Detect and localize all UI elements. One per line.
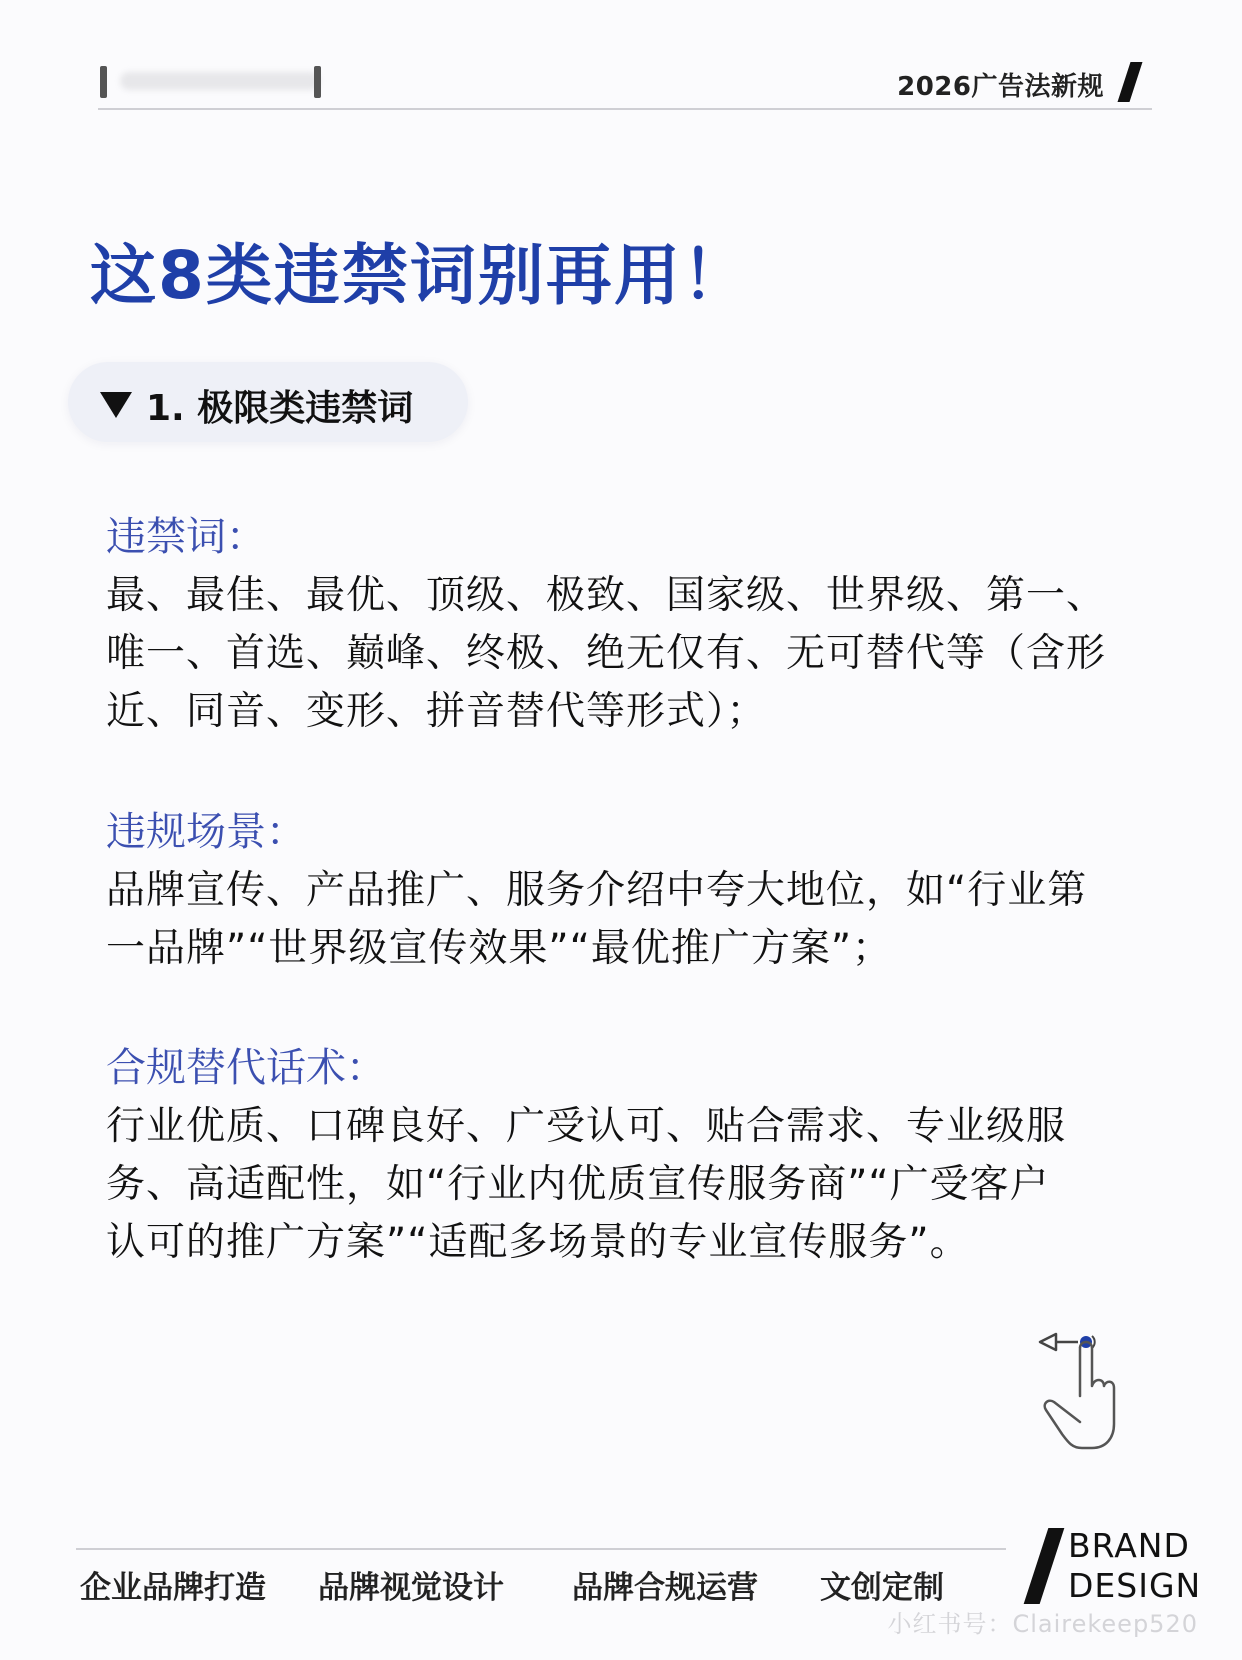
footer-divider [76,1548,1006,1550]
brand-slash-mark [1024,1528,1065,1604]
block-heading: 违规场景： [106,809,306,855]
footer-link-compliance[interactable]: 品牌合规运营 [572,1570,758,1606]
body-line: 务、高适配性，如“行业内优质宣传服务商”“广受客户 [106,1162,1050,1207]
body-line: 一品牌”“世界级宣传效果”“最优推广方案”； [106,926,893,971]
page-title: 这8类违禁词别再用！ [90,237,750,314]
header-slash-mark [1118,62,1143,102]
block-body [106,1098,1166,1272]
section-label: 1. 极限类违禁词 [146,388,414,429]
brand-line-2: DESIGN [1068,1566,1202,1605]
footer-link-creative-custom[interactable]: 文创定制 [820,1570,944,1606]
brand-logo [1068,1526,1201,1606]
body-line: 认可的推广方案”“适配多场景的专业宣传服务”。 [106,1220,970,1265]
body-line: 唯一、首选、巅峰、终极、绝无仅有、无可替代等（含形 [106,631,1107,676]
header-divider [98,108,1152,110]
footer-link-brand-building[interactable]: 企业品牌打造 [80,1570,266,1606]
body-line: 最、最佳、最优、顶级、极致、国家级、世界级、第一、 [106,573,1107,618]
block-body [106,567,1166,741]
body-line: 近、同音、变形、拼音替代等形式）； [106,689,767,734]
block-heading: 违禁词： [106,514,266,560]
blurred-logo [100,62,350,102]
body-line: 行业优质、口碑良好、广受认可、贴合需求、专业级服 [106,1104,1067,1149]
block-heading: 合规替代话术： [106,1045,386,1091]
swipe-left-hand-icon[interactable] [1034,1326,1124,1456]
watermark: 小红书号：Clairekeep520 [887,1610,1198,1638]
section-header[interactable] [68,362,468,442]
banned-words-block [106,507,1166,741]
triangle-down-icon [100,392,132,418]
footer-link-visual-design[interactable]: 品牌视觉设计 [318,1570,504,1606]
compliant-alternative-block [106,1038,1166,1272]
block-body [106,862,1166,978]
header-tag: 2026广告法新规 [897,72,1104,102]
violation-scenario-block [106,802,1166,978]
body-line: 品牌宣传、产品推广、服务介绍中夸大地位，如“行业第 [106,868,1088,913]
brand-line-1: BRAND [1068,1526,1190,1565]
